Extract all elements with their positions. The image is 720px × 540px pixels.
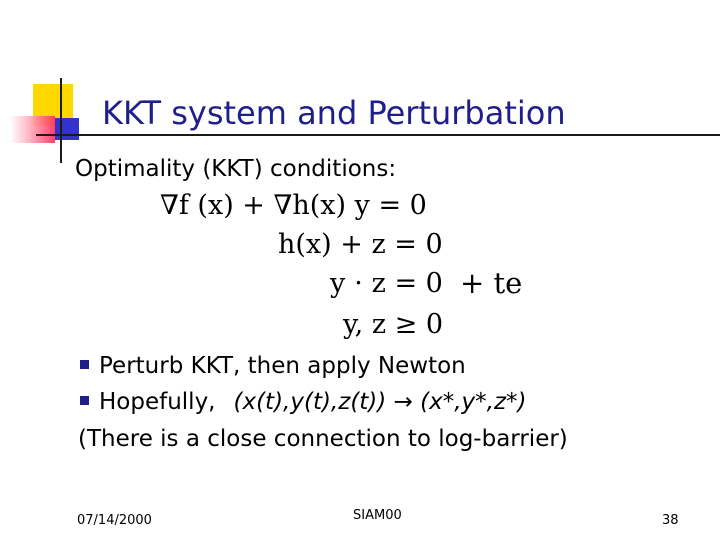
footer-date: 07/14/2000 — [77, 513, 152, 528]
footer-event: SIAM00 — [353, 508, 402, 523]
equation-nonnegativity: y, z ≥ 0 — [343, 309, 444, 340]
decor-red-bar — [10, 116, 55, 143]
slide-title: KKT system and Perturbation — [102, 94, 566, 132]
bullet-square-icon — [80, 360, 89, 369]
bullet-item — [80, 353, 466, 379]
equation-complementarity: y ⋅ z = 0 — [330, 268, 443, 299]
title-underline — [36, 134, 720, 136]
slide-subtitle: Optimality (KKT) conditions: — [75, 156, 397, 182]
bullet-expression: (x(t),y(t),z(t)) → (x*,y*,z*) — [233, 389, 527, 415]
bullet-item — [80, 389, 527, 415]
equation-perturbation-term: + te — [460, 266, 523, 300]
equation-stationarity: ∇f (x) + ∇h(x) y = 0 — [160, 190, 427, 221]
note-text: (There is a close connection to log-barrier) — [78, 426, 568, 452]
decor-vertical-line — [60, 78, 62, 163]
decor-blue-square — [55, 118, 79, 140]
bullet-square-icon — [80, 396, 89, 405]
equation-feasibility: h(x) + z = 0 — [278, 229, 443, 260]
page-number: 38 — [662, 513, 679, 528]
bullet-text: Hopefully, — [99, 389, 216, 415]
bullet-text: Perturb KKT, then apply Newton — [99, 353, 466, 379]
